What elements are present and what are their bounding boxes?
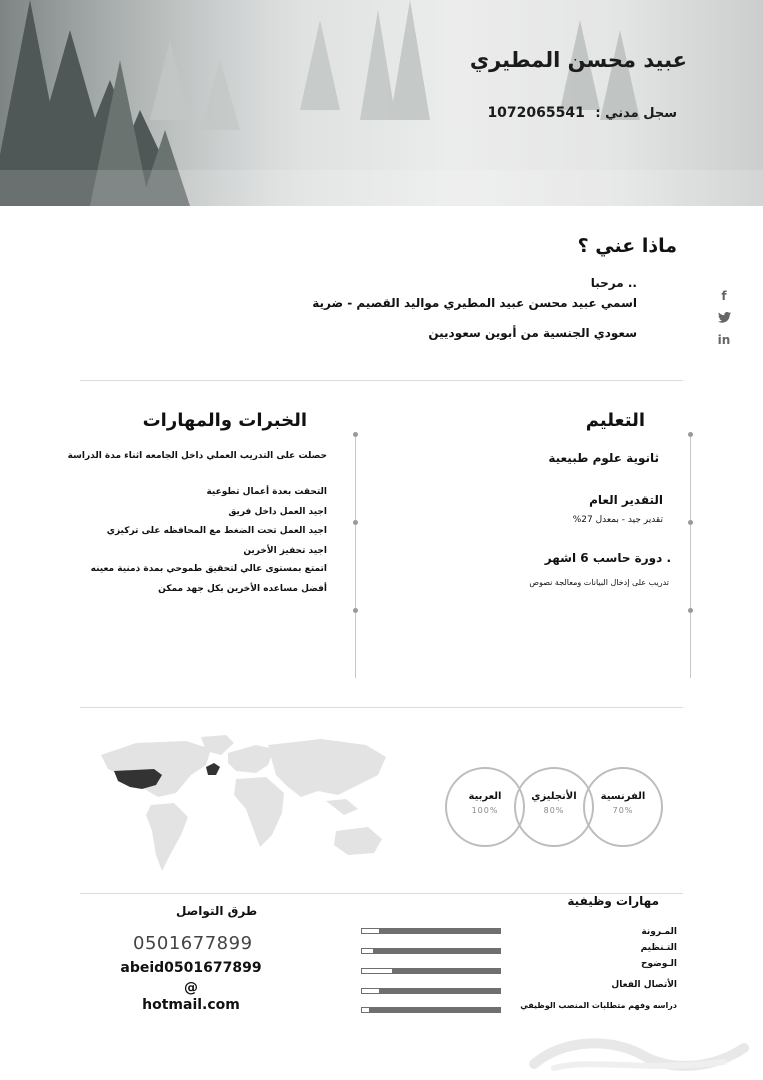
education-degree: ثانوية علوم طبيعية: [548, 451, 659, 465]
language-name: العربية: [468, 791, 502, 802]
about-line: اسمي عبيد محسن عبيد المطيري مواليد القصيم - ضرية: [312, 296, 637, 310]
skills-title: مهارات وظيفية: [567, 894, 659, 908]
divider: [80, 707, 683, 708]
timeline-dot: [688, 520, 693, 525]
language-level: 100%: [471, 806, 499, 815]
divider: [80, 380, 683, 381]
timeline-dot: [353, 520, 358, 525]
skill-bar-fill: [362, 989, 379, 993]
timeline-dot: [353, 432, 358, 437]
contact-email-at: @: [184, 980, 198, 996]
skill-bar-fill: [362, 969, 392, 973]
timeline-line-right: [690, 434, 691, 678]
language-name: الفرنسية: [600, 791, 646, 802]
experience-item: اجيد العمل تحت الضغط مع المحافظه على تركيزي: [106, 526, 327, 536]
skill-bar-fill: [362, 929, 379, 933]
contact-title: طرق التواصل: [176, 904, 258, 918]
person-name: عبيد محسن المطيري: [469, 48, 687, 72]
language-level: 70%: [612, 806, 634, 815]
experience-item: أفضل مساعده الأخرين بكل جهد ممكن: [158, 584, 327, 594]
skill-bar: [361, 1007, 501, 1013]
experience-item: اتمتع بمستوى عالي لتحقيق طموحي بمدة ذمنية معينه: [90, 564, 327, 574]
civil-registry-number: 1072065541: [487, 105, 585, 121]
linkedin-icon[interactable]: in: [717, 333, 731, 347]
civil-registry: [487, 105, 677, 121]
language-circle-english: [514, 767, 594, 847]
language-circle-french: [583, 767, 663, 847]
education-course-detail: تدريب على إدخال البيانات ومعالجة نصوص: [529, 578, 669, 587]
skill-label: الأتصال الفعال: [611, 980, 677, 990]
about-line: سعودي الجنسية من أبوين سعوديين: [428, 326, 637, 340]
about-line: .. مرحبا: [590, 276, 637, 290]
civil-registry-label: سجل مدني :: [595, 106, 677, 121]
skill-label: الـوضوح: [640, 959, 677, 969]
experience-title: الخبرات والمهارات: [142, 410, 307, 431]
education-grade-title: التقدير العام: [589, 493, 663, 507]
skill-bar: [361, 968, 501, 974]
education-course-title: . دورة حاسب 6 اشهر: [544, 551, 671, 565]
watermark-logo: [524, 1028, 754, 1076]
experience-item: حصلت على التدريب العملي داخل الجامعه اثناء مدة الدراسة: [67, 451, 327, 461]
header-banner: [0, 0, 763, 206]
contact-email-user[interactable]: abeid0501677899: [120, 960, 262, 976]
experience-item: اجيد العمل داخل فريق: [228, 507, 327, 517]
skill-bar: [361, 988, 501, 994]
language-name: الأنجليزي: [531, 791, 577, 802]
language-circle-arabic: [445, 767, 525, 847]
education-grade-detail: تقدير جيد - بمعدل 27%: [572, 515, 663, 525]
world-map-image: [96, 735, 396, 875]
experience-item: اجيد تحفيز الأخرين: [243, 546, 327, 556]
timeline-dot: [353, 608, 358, 613]
skill-label: المـرونة: [641, 927, 677, 937]
education-title: التعليم: [585, 410, 645, 431]
experience-item: التحقت بعدة أعمال تطوعية: [206, 487, 327, 497]
skill-bar: [361, 928, 501, 934]
timeline-dot: [688, 608, 693, 613]
skill-label: التـنظيم: [640, 943, 677, 953]
skill-bar-fill: [362, 1008, 369, 1012]
language-level: 80%: [543, 806, 565, 815]
skill-label: دراسه وفهم متطلبات المنصب الوظيفي: [520, 1001, 677, 1010]
skill-bar-fill: [362, 949, 373, 953]
timeline-line-left: [355, 434, 356, 678]
skill-bar: [361, 948, 501, 954]
contact-phone[interactable]: 0501677899: [133, 933, 253, 954]
contact-email-domain[interactable]: hotmail.com: [142, 997, 240, 1013]
about-title: ماذا عني ؟: [577, 235, 677, 257]
timeline-dot: [688, 432, 693, 437]
forest-fog-image: [0, 0, 763, 206]
twitter-icon[interactable]: [717, 312, 731, 326]
facebook-icon[interactable]: f: [721, 289, 727, 303]
